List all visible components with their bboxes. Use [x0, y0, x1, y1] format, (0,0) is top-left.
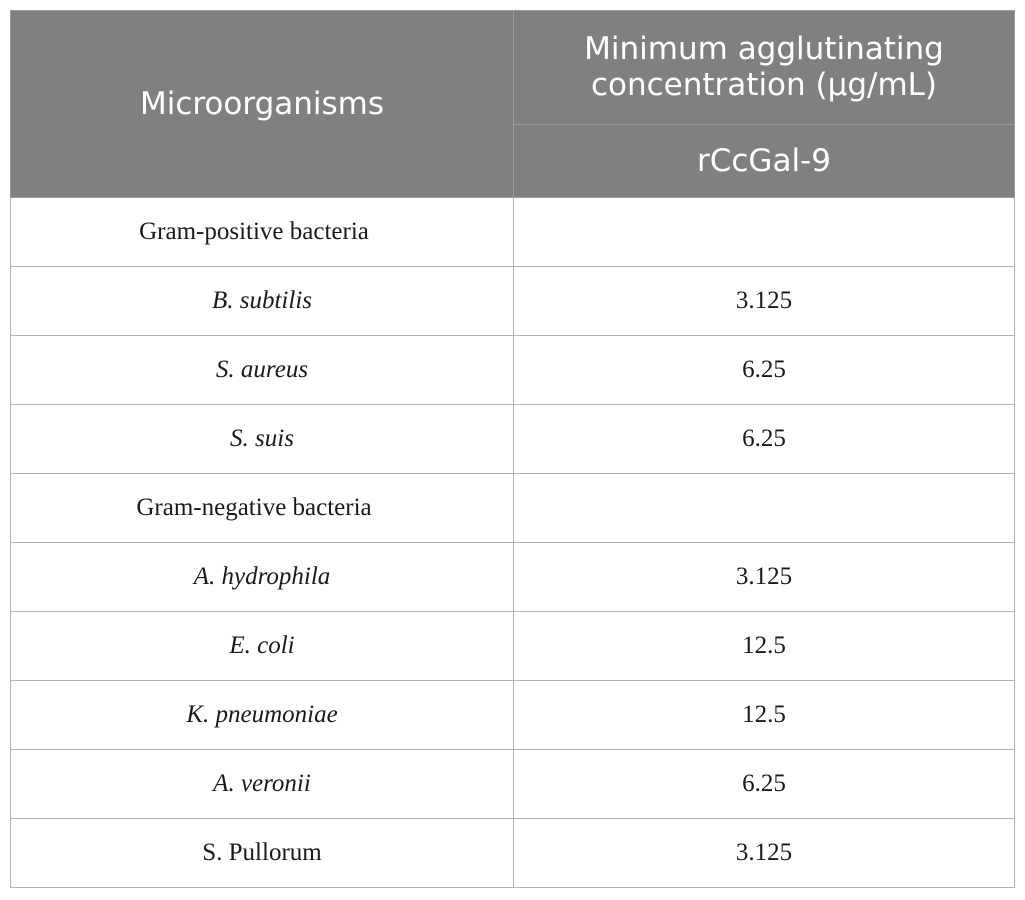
microorganism-name: K. pneumoniae [11, 681, 514, 750]
table-row [11, 750, 1015, 819]
concentration-value: 6.25 [514, 336, 1015, 405]
empty-cell [514, 198, 1015, 267]
group-label: Gram-positive bacteria [11, 198, 514, 267]
empty-cell [514, 474, 1015, 543]
table-row [11, 543, 1015, 612]
table-body [11, 198, 1015, 888]
concentration-value: 3.125 [514, 819, 1015, 888]
header-microorganisms: Microorganisms [11, 11, 514, 198]
header-row [11, 11, 1015, 125]
group-label: Gram-negative bacteria [11, 474, 514, 543]
concentration-value: 3.125 [514, 267, 1015, 336]
table-row [11, 612, 1015, 681]
concentration-value: 12.5 [514, 681, 1015, 750]
group-row-gram-negative [11, 474, 1015, 543]
header-min-agglutinating-concentration: Minimum agglutinating concentration (μg/mL) [514, 11, 1015, 125]
table-row [11, 405, 1015, 474]
table-row [11, 336, 1015, 405]
table-row [11, 267, 1015, 336]
concentration-value: 3.125 [514, 543, 1015, 612]
microorganism-name: S. aureus [11, 336, 514, 405]
agglutination-table [10, 10, 1015, 888]
concentration-value: 6.25 [514, 405, 1015, 474]
concentration-value: 6.25 [514, 750, 1015, 819]
table-row [11, 819, 1015, 888]
genus-abbrev: S. Pullorum [202, 839, 322, 866]
microorganism-name: S. suis [11, 405, 514, 474]
concentration-value: 12.5 [514, 612, 1015, 681]
table-header [11, 11, 1015, 198]
microorganism-name: A. veronii [11, 750, 514, 819]
table-row [11, 681, 1015, 750]
group-row-gram-positive [11, 198, 1015, 267]
microorganism-name: A. hydrophila [11, 543, 514, 612]
header-rccgal9: rCcGal-9 [514, 124, 1015, 197]
microorganism-name: E. coli [11, 612, 514, 681]
microorganism-name: B. subtilis [11, 267, 514, 336]
microorganism-name [11, 819, 514, 888]
